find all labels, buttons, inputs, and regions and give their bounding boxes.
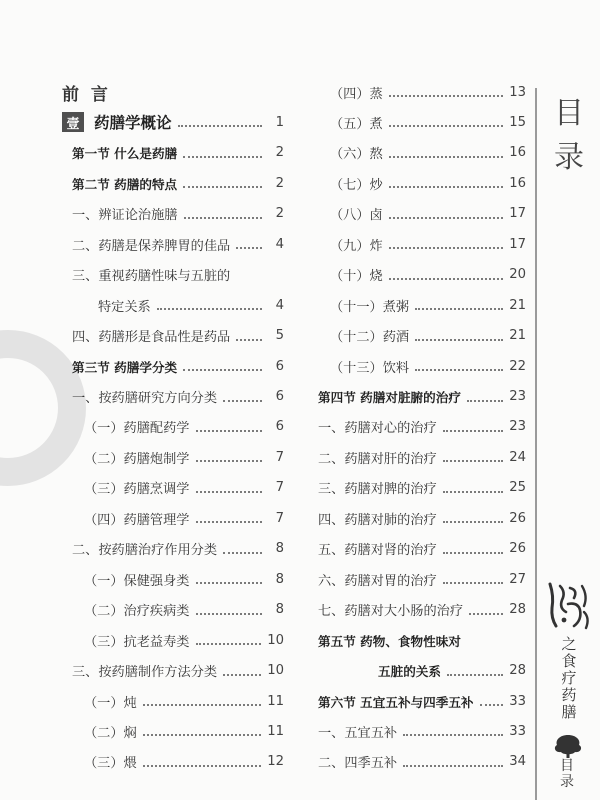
toc-entry-title: 特定关系 [98,299,151,315]
toc-page-number: 25 [509,480,526,496]
leader-dots [183,184,262,188]
toc-page-number: 15 [509,114,526,130]
toc-entry[interactable] [318,109,526,135]
toc-page-number: 21 [509,297,526,313]
leader-dots [236,245,262,249]
toc-entry-title: 第五节 药物、食物性味对 [318,633,461,649]
toc-entry[interactable] [318,566,526,592]
leader-dots [196,489,263,493]
toc-page-number: 6 [275,389,284,404]
toc-entry[interactable] [318,353,526,379]
toc-entry[interactable] [62,79,284,105]
toc-entry-title: 一、药膳对心的治疗 [318,421,437,437]
toc-entry[interactable] [62,749,284,775]
toc-entry[interactable] [62,262,284,288]
toc-entry-title: 二、药膳是保养脾胃的佳品 [72,238,231,254]
toc-page-number: 24 [509,449,526,465]
toc-entry-title: （一）炖 [84,695,137,711]
toc-entry[interactable] [62,566,284,592]
toc-page-number: 26 [509,541,526,557]
toc-entry[interactable] [318,718,526,744]
leader-dots [223,672,261,676]
toc-entry[interactable] [318,475,526,501]
toc-entry[interactable] [318,688,526,714]
toc-entry[interactable] [62,718,284,744]
toc-entry[interactable] [62,109,284,135]
toc-page-number: 17 [509,236,526,252]
toc-page-number: 4 [275,297,284,313]
toc-page-number: 16 [509,145,526,161]
toc-page-number: 13 [509,84,526,100]
toc-page-number: 5 [275,328,284,344]
toc-entry-title: （四）蒸 [330,86,383,102]
toc-entry-title: （九）炸 [330,238,383,254]
toc-entry-title: （五）煮 [330,116,383,132]
toc-entry-title: （三）煨 [84,756,137,772]
toc-entry-title: （一）药膳配药学 [84,421,190,437]
leader-dots [389,123,503,127]
toc-entry-title: 五、药膳对肾的治疗 [318,543,437,559]
toc-entry-title: （六）熬 [330,147,383,163]
toc-page-number: 22 [509,358,526,374]
toc-entry-title: 一、五宜五补 [318,725,398,741]
leader-dots [196,428,263,432]
mini-toc-title-char: 录 [560,774,574,790]
toc-entry[interactable] [62,627,284,653]
toc-entry-title: 二、按药膳治疗作用分类 [72,543,218,559]
toc-entry[interactable] [318,597,526,623]
toc-page-number: 23 [509,419,526,435]
leader-dots [196,641,262,645]
toc-entry-title: 一、辨证论治施膳 [72,208,178,224]
toc-page-number: 8 [275,602,284,618]
toc-page-number: 2 [275,145,284,161]
toc-entry-title: （十三）饮料 [330,360,410,376]
mini-toc-title-char: 目 [560,758,574,774]
toc-entry-title: （三）药膳烹调学 [84,482,190,498]
leader-dots [415,337,503,341]
toc-entry-title: 第四节 药膳对脏腑的治疗 [318,390,461,405]
toc-entry[interactable] [318,505,526,531]
toc-page-number: 27 [509,571,526,587]
leader-dots [443,458,504,462]
toc-entry[interactable] [62,444,284,470]
toc-entry[interactable] [62,597,284,623]
vertical-divider [535,88,537,800]
leader-dots [443,550,504,554]
toc-title [549,92,589,180]
toc-entry[interactable] [318,414,526,440]
toc-entry-title: （四）药膳管理学 [84,512,190,528]
series-subtitle-char: 疗 [561,669,577,687]
leader-dots [447,672,503,676]
toc-page-number: 4 [275,236,284,252]
leader-dots [196,458,263,462]
toc-entry[interactable] [318,658,526,684]
series-subtitle-char: 食 [561,652,577,670]
leader-dots [389,215,503,219]
toc-entry[interactable] [62,475,284,501]
toc-entry-title: （二）焖 [84,725,137,741]
toc-page-number: 16 [509,175,526,191]
toc-entry-title: 四、药膳对肺的治疗 [318,512,437,528]
leader-dots [389,184,503,188]
leader-dots [389,93,503,97]
mini-toc-title [549,758,585,790]
toc-entry-title: 六、药膳对胃的治疗 [318,573,437,589]
toc-entry-title: 二、四季五补 [318,756,398,772]
toc-entry[interactable] [318,627,526,653]
toc-entry-title: （二）治疗疾病类 [84,604,190,620]
toc-entry[interactable] [318,292,526,318]
series-logo-icon [544,578,594,632]
leader-dots [223,550,262,554]
leader-dots [143,702,261,706]
leader-dots [415,306,503,310]
toc-entry[interactable] [62,323,284,349]
toc-entry-title: （十）烧 [330,269,383,285]
toc-page-number: 12 [267,754,284,770]
toc-entry[interactable] [62,140,284,166]
leader-dots [389,245,503,249]
leader-dots [143,763,261,767]
toc-entry[interactable] [318,170,526,196]
leader-dots [467,398,503,402]
toc-entry[interactable] [62,688,284,714]
toc-entry[interactable] [318,262,526,288]
toc-entry[interactable] [318,231,526,257]
toc-entry[interactable] [62,658,284,684]
toc-page-number: 10 [267,663,284,679]
toc-page-number: 11 [267,723,284,739]
toc-page-number: 28 [509,663,526,679]
tree-icon [551,733,585,759]
toc-entry-title: 一、按药膳研究方向分类 [72,391,218,406]
toc-entry-title: 三、药膳对脾的治疗 [318,482,437,498]
toc-page-number: 6 [275,358,284,374]
toc-entry[interactable] [318,201,526,227]
toc-entry[interactable] [62,170,284,196]
toc-page-number: 8 [275,541,284,557]
toc-page-number: 2 [275,206,284,222]
toc-entry[interactable] [318,749,526,775]
series-subtitle-char: 膳 [561,703,577,721]
toc-page-number: 11 [267,693,284,709]
toc-entry-title: （三）抗老益寿类 [84,634,190,650]
toc-entry-title: 第二节 药膳的特点 [72,176,178,192]
toc-entry-title: 前 言 [62,84,111,105]
toc-entry-title: 第六节 五宜五补与四季五补 [318,694,474,710]
toc-entry-title: （十一）煮粥 [330,299,410,315]
toc-page-number: 7 [275,449,284,465]
leader-dots [389,154,503,158]
toc-page-number: 33 [509,723,526,739]
chapter-badge: 壹 [62,112,84,132]
toc-entry-title: 四、药膳形是食品性是药品 [72,330,231,346]
toc-title-char: 录 [554,140,584,175]
leader-dots [403,732,503,736]
leader-dots [480,702,504,706]
leader-dots [196,580,263,584]
leader-dots [184,215,263,219]
leader-dots [236,337,262,341]
leader-dots [443,489,504,493]
toc-entry-title: 三、重视药膳性味与五脏的 [72,269,231,285]
toc-entry[interactable] [318,140,526,166]
toc-entry-title: 第三节 药膳学分类 [72,359,178,375]
toc-page-number: 7 [275,480,284,496]
toc-page-number: 20 [509,267,526,283]
toc-entry-title: （十二）药酒 [330,330,410,346]
toc-page-number: 34 [509,754,526,770]
toc-entry-title: 三、按药膳制作方法分类 [72,665,218,681]
series-subtitle-char: 药 [561,686,577,704]
toc-entry[interactable] [318,79,526,105]
toc-page-number: 1 [275,114,284,130]
toc-entry-title: （七）炒 [330,177,383,193]
leader-dots [143,732,261,736]
leader-dots [443,428,504,432]
toc-entry[interactable] [62,536,284,562]
toc-entry-title: 药膳学概论 [94,114,172,133]
toc-title-char: 目 [554,96,584,131]
toc-entry-title: （一）保健强身类 [84,573,190,589]
leader-dots [178,123,262,127]
leader-dots [415,367,503,371]
toc-entry[interactable] [62,231,284,257]
leader-dots [443,580,504,584]
toc-page-number: 21 [509,328,526,344]
toc-entry[interactable] [318,384,526,410]
toc-page-number: 7 [275,510,284,526]
toc-page-number: 26 [509,510,526,526]
toc-entry-title: 五脏的关系 [378,664,441,680]
toc-page-number: 8 [275,571,284,587]
toc-page-number: 23 [509,389,526,404]
leader-dots [403,763,503,767]
leader-dots [469,611,503,615]
toc-entry-title: （二）药膳炮制学 [84,451,190,467]
toc-entry-title: （八）卤 [330,208,383,224]
toc-page-number: 10 [267,632,284,648]
toc-entry[interactable] [318,323,526,349]
toc-entry[interactable] [62,384,284,410]
leader-dots [196,611,263,615]
toc-entry[interactable] [62,201,284,227]
toc-entry[interactable] [62,353,284,379]
leader-dots [183,154,262,158]
series-subtitle-char: 之 [561,635,577,653]
toc-page-number: 6 [275,419,284,435]
toc-entry[interactable] [318,444,526,470]
toc-entry[interactable] [62,292,284,318]
toc-page-number: 28 [509,602,526,618]
leader-dots [196,519,263,523]
toc-page-number: 33 [509,693,526,709]
toc-entry[interactable] [62,505,284,531]
toc-entry-title: 二、药膳对肝的治疗 [318,451,437,467]
leader-dots [443,519,504,523]
toc-entry-title: 第一节 什么是药膳 [72,146,178,162]
series-subtitle [547,636,591,721]
toc-entry[interactable] [318,536,526,562]
leader-dots [157,306,262,310]
toc-entry[interactable] [62,414,284,440]
leader-dots [183,367,262,371]
toc-entry-title: 七、药膳对大小肠的治疗 [318,604,464,620]
toc-page-number: 17 [509,206,526,222]
leader-dots [223,398,262,402]
toc-page-number: 2 [275,175,284,191]
leader-dots [389,276,503,280]
